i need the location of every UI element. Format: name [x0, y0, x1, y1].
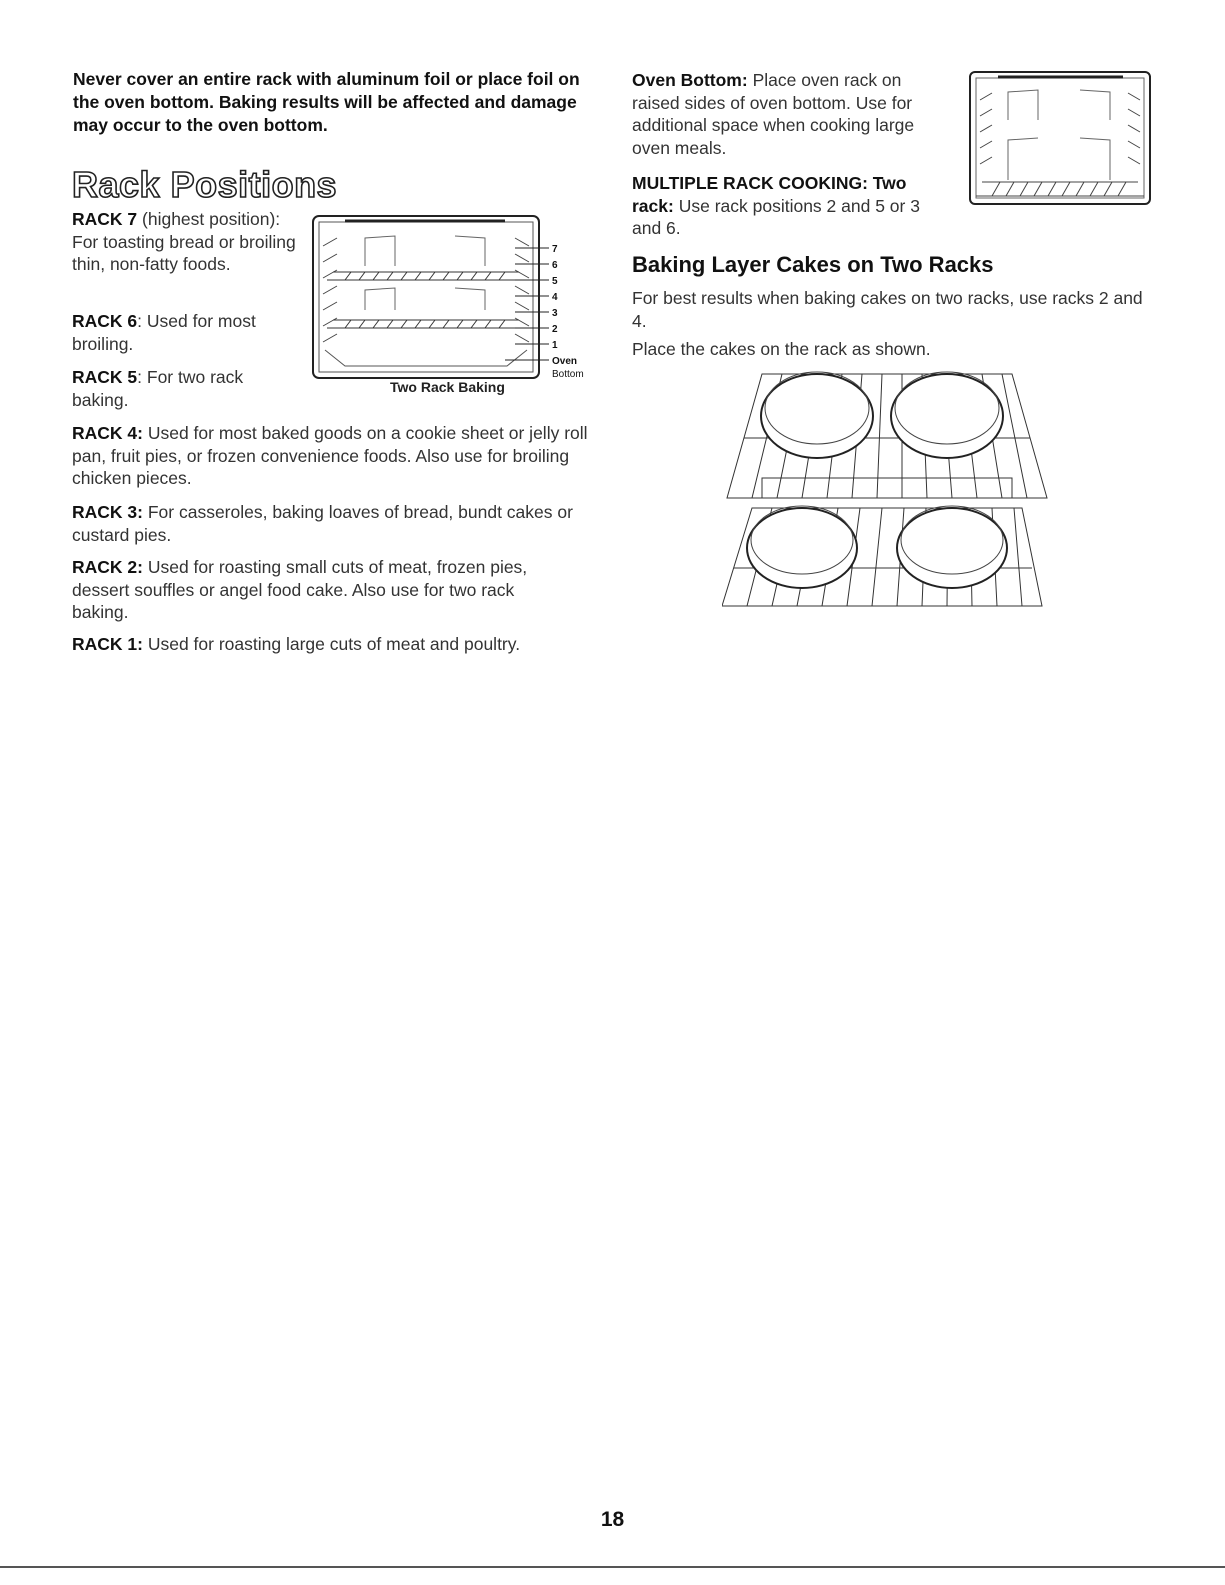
position-label-5: 5: [552, 276, 558, 287]
back-wall-left-lower: [365, 288, 395, 310]
cakes-paragraph-2: Place the cakes on the rack as shown.: [632, 339, 931, 359]
oven-bottom-text: Place oven rack on raised sides of oven bottom. Use for additional space when cooking large oven meals.: [632, 70, 915, 158]
oven-bottom-desc: [632, 69, 952, 159]
footer-rule: [0, 1566, 1225, 1568]
oven-outline: [313, 216, 539, 378]
multiple-rack-desc: [632, 172, 952, 240]
cakes-on-racks-diagram: [722, 368, 1052, 613]
oven-inner: [319, 222, 533, 372]
oven-rack-figure: [305, 210, 605, 400]
upper-left-cake: [761, 372, 873, 458]
left-rack-supports: [323, 238, 337, 342]
rack-6-label: RACK 6: [72, 311, 138, 331]
position-label-2: 2: [552, 324, 558, 335]
multiple-rack-label: MULTIPLE RACK COOKING: Two rack:: [632, 173, 907, 216]
rack-5-label: RACK 5: [72, 367, 138, 387]
rack-2-label: RACK 2:: [72, 557, 143, 577]
rack-4-label: RACK 4:: [72, 423, 143, 443]
rack-3-label: RACK 3:: [72, 502, 143, 522]
position-leader-lines: [505, 248, 549, 360]
position-label-4: 4: [552, 292, 558, 303]
oven-bottom-figure: [968, 70, 1153, 208]
position-label-6: 6: [552, 260, 558, 271]
lower-left-cake: [747, 506, 857, 588]
rack-2-text: Used for roasting small cuts of meat, frozen pies, dessert souffles or angel food cake. Also use for two rack baking.: [72, 557, 528, 622]
rack-6-desc: [72, 310, 297, 355]
bottom-label: Bottom: [552, 369, 584, 380]
back-wall-right-lower: [455, 288, 485, 310]
oven-bottom-diagram: [968, 70, 1153, 208]
oven-label: Oven: [552, 356, 578, 367]
oven-bottom-shape: [325, 350, 527, 366]
upper-rack: [327, 272, 525, 280]
section-title: Rack Positions: [72, 164, 338, 205]
upper-right-cake: [891, 372, 1003, 458]
lower-right-cake: [897, 506, 1007, 588]
foil-warning: Never cover an entire rack with aluminum foil or place foil on the oven bottom. Baking results will be affected and damage may occur to the oven bottom.: [73, 69, 580, 135]
figure-caption: Two Rack Baking: [390, 379, 505, 395]
rack-7-desc: [72, 208, 297, 276]
rack-4-text: Used for most baked goods on a cookie sheet or jelly roll pan, fruit pies, or frozen convenience foods. Also use for broiling chicken pieces.: [72, 423, 588, 488]
page-number: 18: [600, 1508, 625, 1531]
multiple-rack-text: Use rack positions 2 and 5 or 3 and 6.: [632, 195, 920, 238]
back-wall-left: [365, 236, 395, 266]
rack-1-desc: [72, 633, 592, 656]
oven-rack-diagram: [305, 210, 605, 400]
cakes-paragraph-1: For best results when baking cakes on two racks, use racks 2 and 4.: [632, 288, 1143, 331]
rack-1-label: RACK 1:: [72, 634, 143, 654]
right-rack-supports: [515, 238, 529, 342]
rack-3-desc: [72, 501, 592, 546]
lower-rack: [327, 320, 525, 328]
oven-bottom-label: Oven Bottom:: [632, 70, 748, 90]
rack-2-desc: [72, 556, 572, 624]
rack-7-label: RACK 7: [72, 209, 138, 229]
bottom-rack-grid: [976, 182, 1144, 196]
rack-5-text: : For two rack baking.: [72, 367, 244, 410]
position-label-1: 1: [552, 340, 558, 351]
position-label-7: 7: [552, 244, 558, 255]
position-label-3: 3: [552, 308, 558, 319]
rack-4-desc: [72, 422, 592, 490]
rack-7-text: (highest position): For toasting bread or broiling thin, non-fatty foods.: [72, 209, 296, 274]
rack-1-text: Used for roasting large cuts of meat and poultry.: [142, 634, 521, 654]
rack-5-desc: [72, 366, 297, 411]
rack-3-text: For casseroles, baking loaves of bread, bundt cakes or custard pies.: [72, 502, 573, 545]
cakes-figure: [722, 368, 1052, 613]
back-wall-right: [455, 236, 485, 266]
cakes-heading: Baking Layer Cakes on Two Racks: [632, 252, 994, 277]
rack-6-text: : Used for most broiling.: [72, 311, 256, 354]
